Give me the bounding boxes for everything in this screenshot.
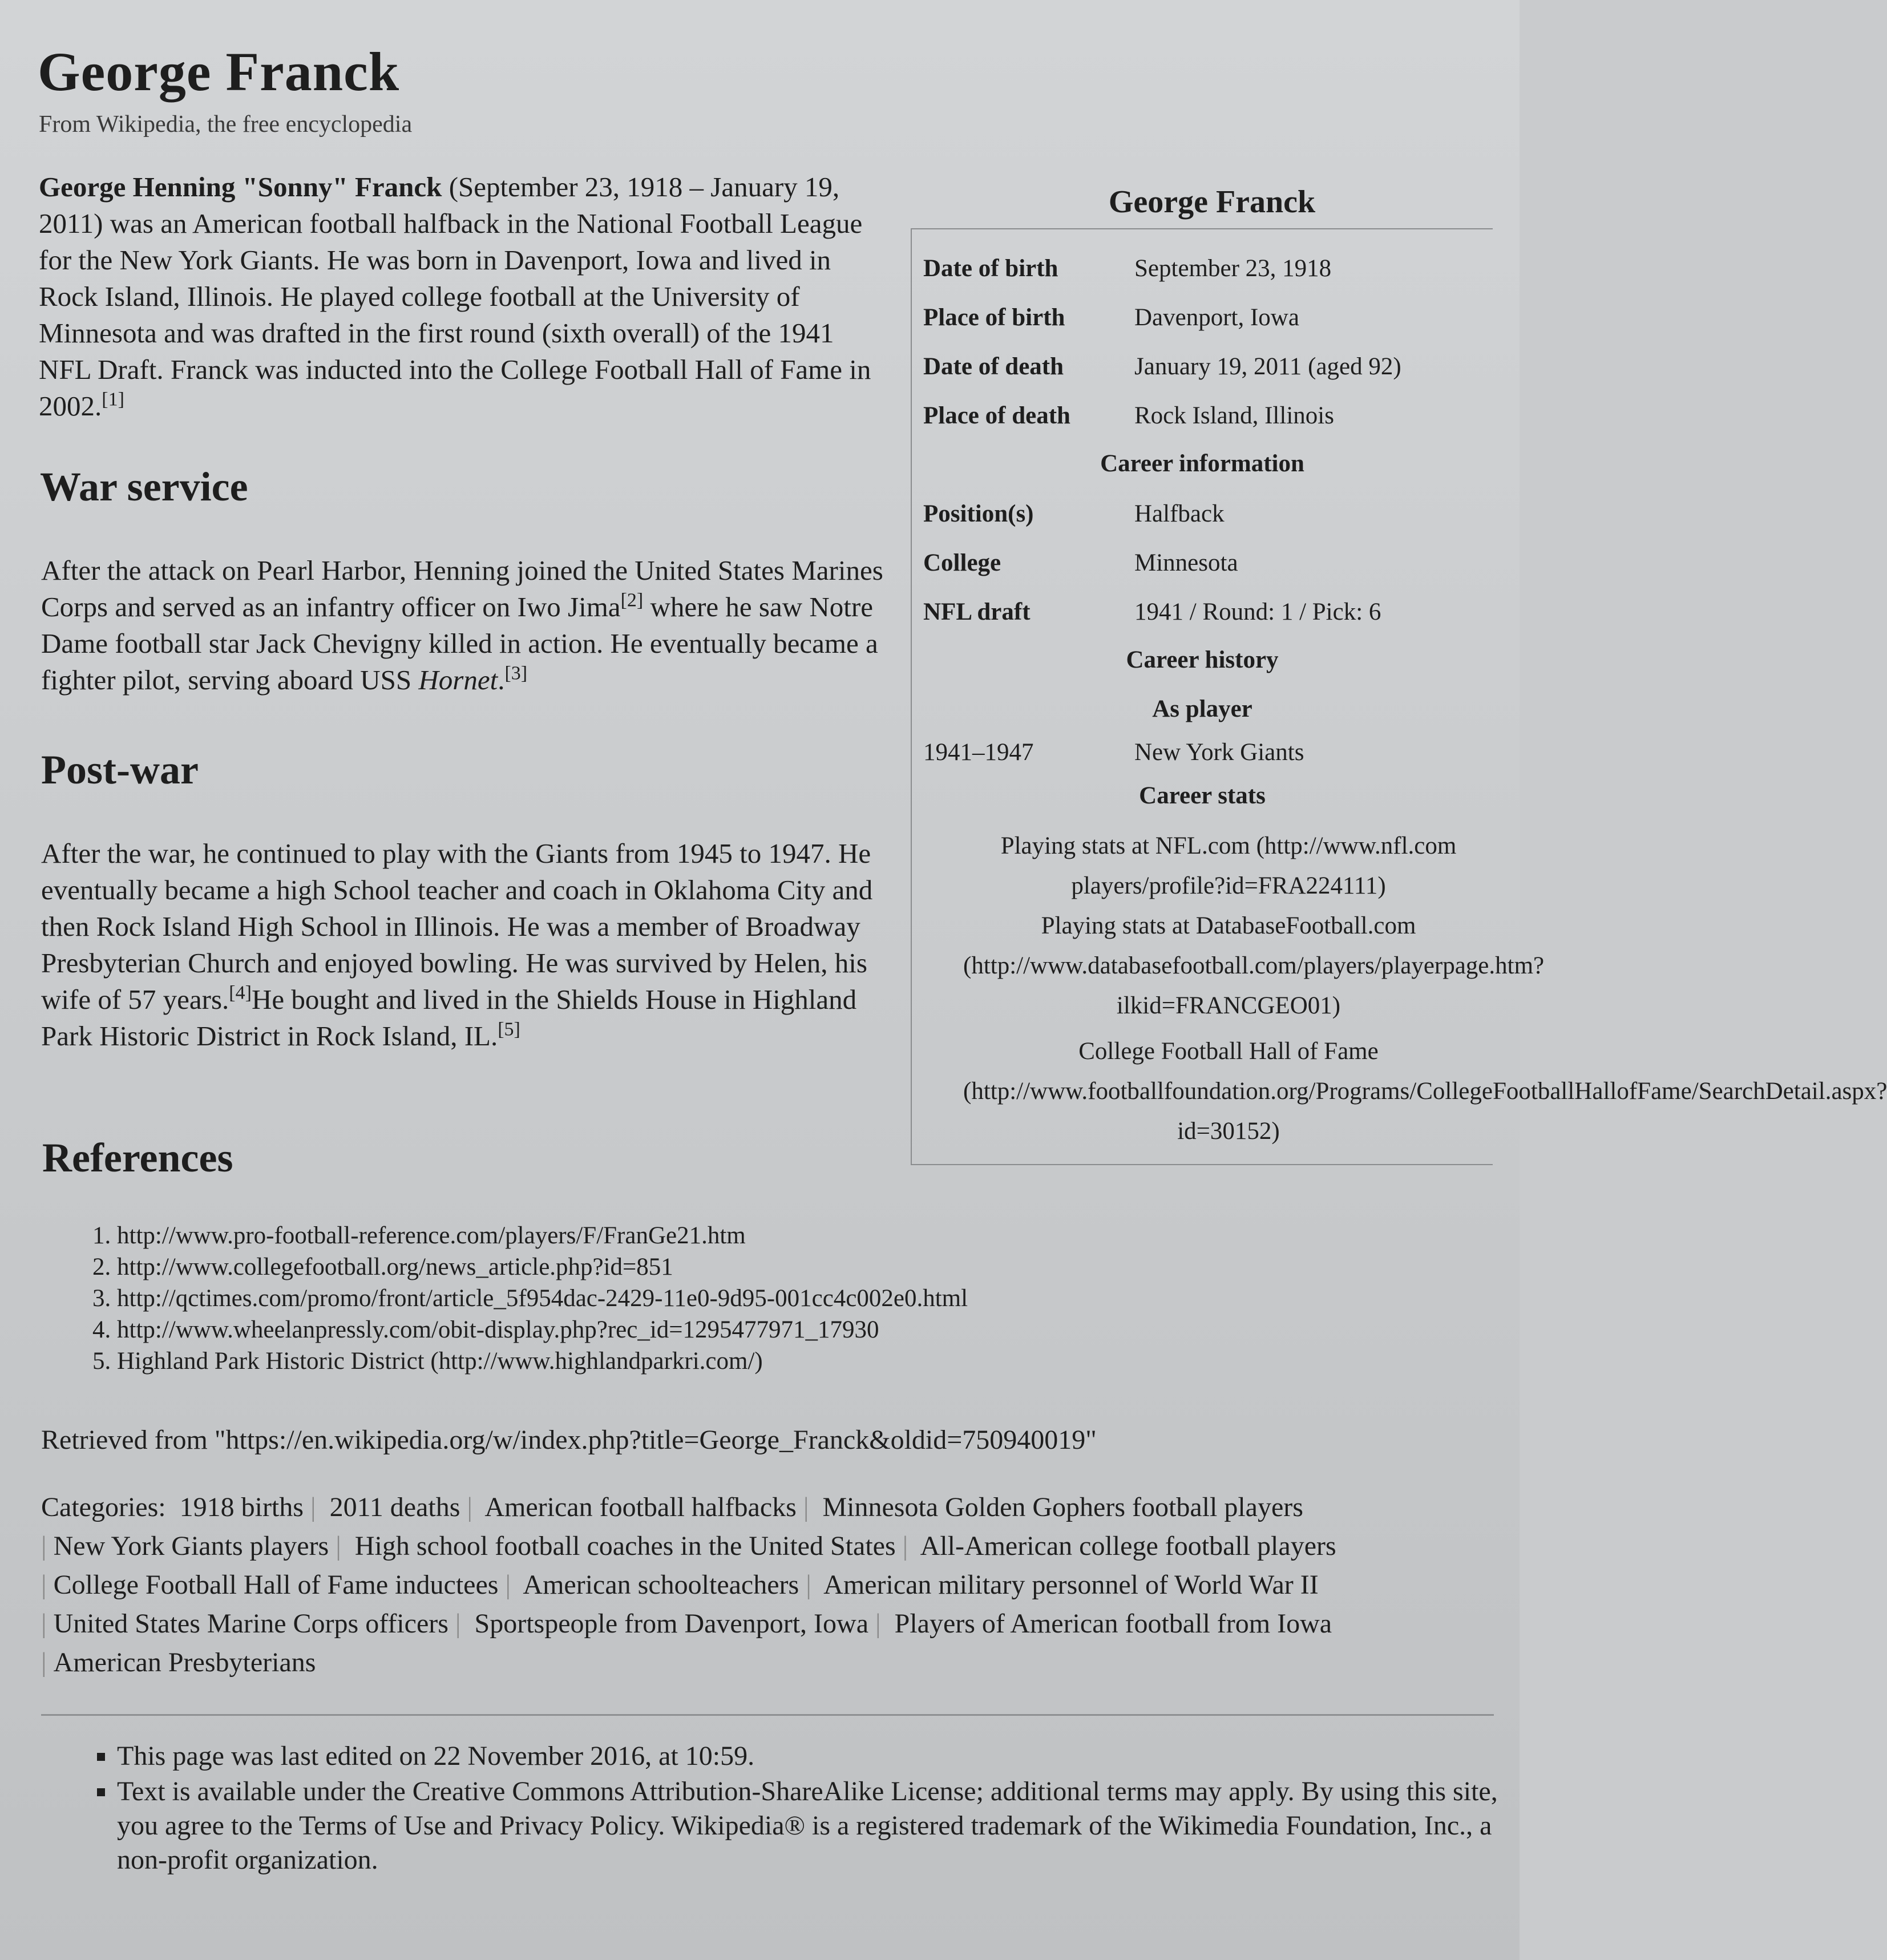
page-subtitle: From Wikipedia, the free encyclopedia <box>39 111 413 138</box>
war-service-paragraph <box>41 552 891 698</box>
infobox-label[interactable]: NFL draft <box>923 599 1031 625</box>
infobox-value[interactable]: Rock Island, Illinois <box>1134 402 1334 429</box>
reference-item[interactable]: 3. http://qctimes.com/promo/front/article_5f954dac-2429-11e0-9d95-001cc4c002e0.html <box>117 1283 968 1314</box>
page-title: George Franck <box>38 41 400 102</box>
license-notice: ▪ Text is available under the Creative Commons Attribution-ShareAlike License; additional terms may apply. By using this site, you agree to the Terms of Use and Privacy Policy. Wikipedia® is a registered trademark of the Wikimedia Foundation, Inc., a non-profit organization. <box>117 1775 1532 1877</box>
infobox-label: Place of birth <box>923 304 1065 331</box>
category-link[interactable]: United States Marine Corps officers <box>53 1609 448 1639</box>
reference-link[interactable]: [4] <box>229 982 252 1004</box>
ship-name: Hornet <box>418 664 498 696</box>
references-heading: References <box>42 1135 233 1181</box>
category-link[interactable]: All-American college football players <box>920 1531 1336 1561</box>
reference-item[interactable]: 2. http://www.collegefootball.org/news_article.php?id=851 <box>117 1251 968 1283</box>
infobox-title: George Franck <box>1108 184 1316 220</box>
war-service-text: After the attack on Pearl Harbor, Henning joined the United States Marines Corps and served as an infantry officer on Iwo Jima <box>41 555 883 623</box>
category-link[interactable]: American military personnel of World War II <box>823 1570 1319 1600</box>
lead-text: (September 23, 1918 – January 19, 2011) was an American football halfback in the National Football League for the New York Giants. He was born in Davenport, Iowa and lived in Rock Island, Illinois. He played college football at the University of Minnesota and was drafted in the first round (sixth overall) of the 1941 NFL Draft. Franck was inducted into the College Football Hall of Fame in 2002. <box>39 171 871 422</box>
career-years: 1941–1947 <box>923 739 1034 766</box>
career-history-heading: Career history <box>1126 646 1279 673</box>
category-link[interactable]: College Football Hall of Fame inductees <box>53 1570 499 1600</box>
infobox-value[interactable]: Halfback <box>1134 500 1225 527</box>
stats-link[interactable]: College Football Hall of Fame (http://www.footballfoundation.org/Programs/CollegeFootballHallofFame/SearchDetail.aspx?id=30152) <box>963 1038 1887 1145</box>
war-service-text: where he saw Notre Dame football star Jack Chevigny killed in action. He eventually became a fighter pilot, serving aboard USS <box>41 591 878 696</box>
career-team[interactable]: New York Giants <box>1134 739 1304 766</box>
war-service-heading: War service <box>40 464 248 510</box>
category-link[interactable]: American schoolteachers <box>523 1570 799 1600</box>
career-stats-heading: Career stats <box>1139 782 1266 809</box>
lead-paragraph <box>39 169 883 425</box>
category-link[interactable]: High school football coaches in the United States <box>354 1531 896 1561</box>
infobox-label: Place of death <box>923 402 1070 429</box>
infobox-label[interactable]: Position(s) <box>923 500 1034 527</box>
reference-link[interactable]: [1] <box>102 389 124 410</box>
lead-name: George Henning "Sonny" Franck <box>39 171 442 203</box>
post-war-paragraph <box>41 835 891 1054</box>
infobox-value: September 23, 1918 <box>1134 255 1332 282</box>
reference-item[interactable]: 1. http://www.pro-football-reference.com/players/F/FranGe21.htm <box>117 1220 968 1251</box>
infobox-value[interactable]: 1941 / Round: 1 / Pick: 6 <box>1134 599 1381 625</box>
infobox-value: January 19, 2011 (aged 92) <box>1134 353 1401 380</box>
career-information-heading: Career information <box>1100 450 1304 477</box>
infobox-label: Date of death <box>923 353 1064 380</box>
as-player-heading: As player <box>1152 696 1252 722</box>
war-service-text: . <box>498 664 505 696</box>
infobox-value[interactable]: Davenport, Iowa <box>1134 304 1299 331</box>
reference-link[interactable]: [3] <box>504 662 528 684</box>
post-war-text: He bought and lived in the Shields House in Highland Park Historic District in Rock Island, IL. <box>41 984 857 1052</box>
references-list <box>74 1220 968 1377</box>
reference-link[interactable]: [2] <box>620 589 644 611</box>
category-link[interactable]: 2011 deaths <box>329 1492 460 1522</box>
stats-link[interactable]: Playing stats at NFL.com (http://www.nfl.com players/profile?id=FRA224111) <box>1000 833 1457 899</box>
categories-label[interactable]: Categories: <box>41 1492 166 1522</box>
category-link[interactable]: American Presbyterians <box>53 1647 316 1678</box>
post-war-text: After the war, he continued to play with the Giants from 1945 to 1947. He eventually became a high School teacher and coach in Oklahoma City and then Rock Island High School in Illinois. He was a member of Broadway Presbyterian Church and enjoyed bowling. He was survived by Helen, his wife of 57 years. <box>41 838 873 1015</box>
categories-box: Categories: 1918 births | 2011 deaths | American football halfbacks | Minnesota Golden Gophers football players | New York Giants players | High school football coaches in the United States | All-American college football players | College Football Hall of Fame inductees | American schoolteachers | American military personnel of World War II | United States Marine Corps officers | Sportspeople from Davenport, Iowa | Players of American football from Iowa | American Presbyterians <box>41 1492 1336 1678</box>
last-edited-notice: ▪ This page was last edited on 22 November 2016, at 10:59. <box>117 1739 1532 1773</box>
category-link[interactable]: 1918 births <box>179 1492 304 1522</box>
footer-divider <box>41 1714 1494 1716</box>
infobox-label: Date of birth <box>923 255 1058 282</box>
infobox <box>911 228 1887 1165</box>
footer-info <box>80 1739 1532 1878</box>
infobox-value[interactable]: Minnesota <box>1134 549 1238 576</box>
category-link[interactable]: Players of American football from Iowa <box>894 1609 1332 1639</box>
retrieved-from[interactable]: Retrieved from "https://en.wikipedia.org/w/index.php?title=George_Franck&oldid=750940019" <box>41 1425 1097 1455</box>
category-link[interactable]: New York Giants players <box>53 1531 329 1561</box>
reference-link[interactable]: [5] <box>498 1019 520 1040</box>
stats-link[interactable]: Playing stats at DatabaseFootball.com (http://www.databasefootball.com/players/playerpage.htm?ilkid=FRANCGEO01) <box>963 912 1545 1019</box>
category-link[interactable]: Sportspeople from Davenport, Iowa <box>474 1609 869 1639</box>
post-war-heading: Post-war <box>41 747 199 793</box>
category-link[interactable]: Minnesota Golden Gophers football players <box>822 1492 1303 1522</box>
category-link[interactable]: American football halfbacks <box>484 1492 797 1522</box>
reference-item[interactable]: 4. http://www.wheelanpressly.com/obit-display.php?rec_id=1295477971_17930 <box>117 1314 968 1345</box>
infobox-label[interactable]: College <box>923 549 1001 576</box>
reference-item[interactable]: 5. Highland Park Historic District (http://www.highlandparkri.com/) <box>117 1345 968 1377</box>
